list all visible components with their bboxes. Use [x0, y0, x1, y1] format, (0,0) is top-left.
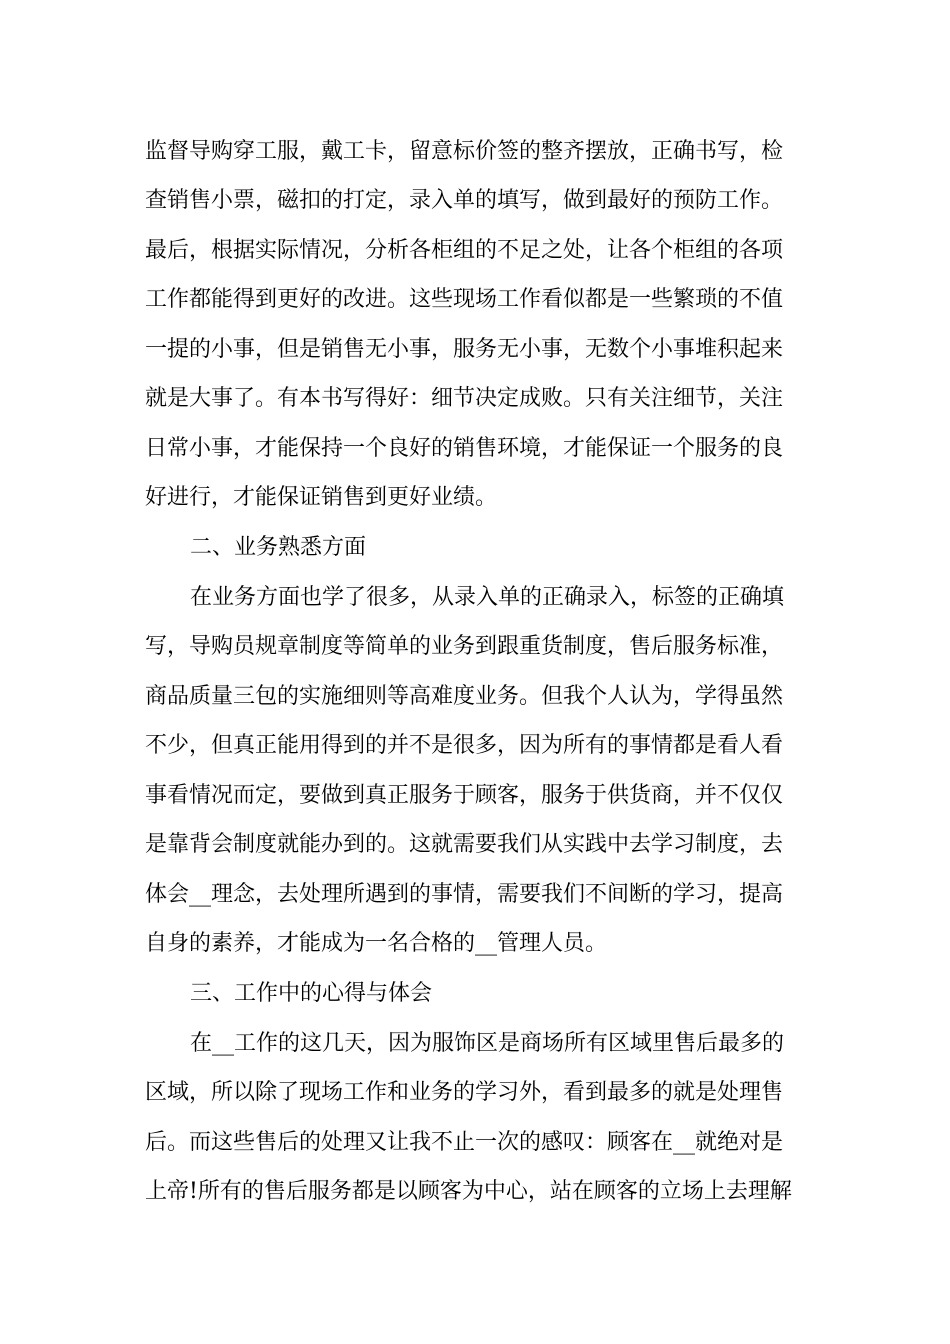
- text-line: 体会__理念，去处理所遇到的事情，需要我们不间断的学习，提高: [145, 882, 784, 907]
- text-line: 事看情况而定，要做到真正服务于顾客，服务于供货商，并不仅仅: [145, 783, 784, 808]
- text-line: 是靠背会制度就能办到的。这就需要我们从实践中去学习制度，去: [145, 832, 784, 857]
- text-line: 商品质量三包的实施细则等高难度业务。但我个人认为，学得虽然: [145, 684, 784, 709]
- text-line: 自身的素养，才能成为一名合格的__管理人员。: [145, 931, 608, 956]
- text-line: 不少，但真正能用得到的并不是很多，因为所有的事情都是看人看: [145, 733, 784, 758]
- text-line: 后。而这些售后的处理又让我不止一次的感叹：顾客在__就绝对是: [145, 1130, 784, 1155]
- text-line: 一提的小事，但是销售无小事，服务无小事，无数个小事堆积起来: [145, 337, 784, 362]
- section-heading: 三、工作中的心得与体会: [190, 981, 433, 1006]
- text-line: 好进行，才能保证销售到更好业绩。: [145, 485, 498, 510]
- text-line: 最后，根据实际情况，分析各柜组的不足之处，让各个柜组的各项: [145, 238, 784, 263]
- text-line: 查销售小票，磁扣的打定，录入单的填写，做到最好的预防工作。: [145, 188, 784, 213]
- text-line: 在业务方面也学了很多，从录入单的正确录入，标签的正确填: [190, 585, 785, 610]
- text-line: 区域，所以除了现场工作和业务的学习外，看到最多的就是处理售: [145, 1080, 784, 1105]
- text-line: 监督导购穿工服，戴工卡，留意标价签的整齐摆放，正确书写，检: [145, 139, 784, 164]
- text-line: 写，导购员规章制度等简单的业务到跟重货制度，售后服务标准，: [145, 634, 784, 659]
- text-line: 日常小事，才能保持一个良好的销售环境，才能保证一个服务的良: [145, 436, 784, 461]
- text-line: 在__工作的这几天，因为服饰区是商场所有区域里售后最多的: [190, 1031, 785, 1056]
- text-line: 上帝!所有的售后服务都是以顾客为中心，站在顾客的立场上去理解: [145, 1179, 792, 1204]
- section-heading: 二、业务熟悉方面: [190, 535, 367, 560]
- text-line: 工作都能得到更好的改进。这些现场工作看似都是一些繁琐的不值: [145, 287, 784, 312]
- text-line: 就是大事了。有本书写得好：细节决定成败。只有关注细节，关注: [145, 386, 784, 411]
